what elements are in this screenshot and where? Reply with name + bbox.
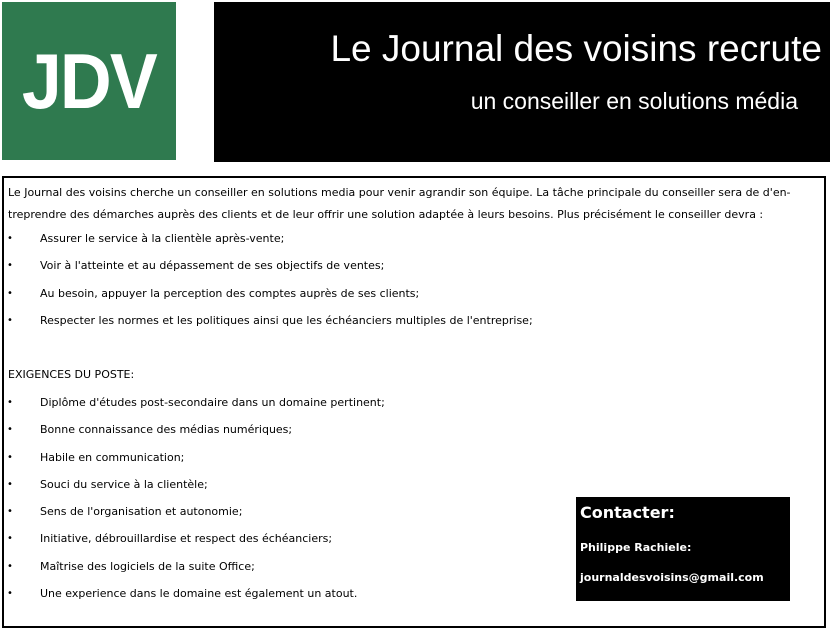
requirement-text: Une experience dans le domaine est également un atout. bbox=[40, 587, 358, 601]
logo-text: JDV bbox=[21, 36, 157, 125]
list-item bbox=[4, 392, 385, 419]
header-banner bbox=[214, 2, 830, 162]
bullet-icon: • bbox=[7, 588, 13, 600]
bullet-icon: • bbox=[7, 506, 13, 518]
list-item bbox=[4, 419, 385, 446]
contact-title: Contacter: bbox=[580, 503, 675, 522]
banner-subtitle: un conseiller en solutions média bbox=[470, 88, 798, 114]
bullet-icon: • bbox=[7, 451, 13, 463]
list-item bbox=[4, 228, 533, 255]
requirement-text: Habile en communication; bbox=[40, 450, 185, 464]
contact-name: Philippe Rachiele: bbox=[580, 541, 692, 554]
requirements-heading: EXIGENCES DU POSTE: bbox=[8, 368, 135, 381]
banner-title: Le Journal des voisins recrute bbox=[330, 28, 822, 69]
requirements-list bbox=[4, 392, 385, 610]
requirement-text: Initiative, débrouillardise et respect des échéanciers; bbox=[40, 532, 333, 546]
duty-text: Au besoin, appuyer la perception des comptes auprès de ses clients; bbox=[40, 286, 420, 300]
duties-list bbox=[4, 228, 533, 337]
bullet-icon: • bbox=[7, 478, 13, 490]
list-item bbox=[4, 255, 533, 282]
duty-text: Voir à l'atteinte et au dépassement de ses objectifs de ventes; bbox=[40, 259, 385, 273]
duty-text: Respecter les normes et les politiques ainsi que les échéanciers multiples de l'entreprise; bbox=[40, 313, 533, 327]
requirement-text: Sens de l'organisation et autonomie; bbox=[40, 505, 243, 519]
jdv-logo bbox=[2, 2, 176, 160]
bullet-icon: • bbox=[7, 560, 13, 572]
contact-box bbox=[576, 497, 790, 601]
requirement-text: Maîtrise des logiciels de la suite Office; bbox=[40, 559, 255, 573]
list-item bbox=[4, 447, 385, 474]
bullet-icon: • bbox=[7, 397, 13, 408]
requirement-text: Bonne connaissance des médias numériques; bbox=[40, 423, 293, 437]
bullet-icon: • bbox=[7, 260, 13, 272]
contact-email[interactable]: journaldesvoisins@gmail.com bbox=[580, 571, 764, 584]
list-item bbox=[4, 556, 385, 583]
list-item bbox=[4, 474, 385, 501]
bullet-icon: • bbox=[7, 424, 13, 436]
bullet-icon: • bbox=[7, 233, 13, 244]
bullet-icon: • bbox=[7, 287, 13, 299]
list-item bbox=[4, 501, 385, 528]
list-item bbox=[4, 583, 385, 610]
bullet-icon: • bbox=[7, 314, 13, 326]
requirement-text: Diplôme d'études post-secondaire dans un domaine pertinent; bbox=[40, 396, 385, 409]
bullet-icon: • bbox=[7, 533, 13, 545]
requirement-text: Souci du service à la clientèle; bbox=[40, 477, 208, 491]
intro-paragraph: Le Journal des voisins cherche un conseiller en solutions media pour venir agrandir son équipe. La tâche principale du conseiller sera de d'en-treprendre des démarches auprès des clients et de leur offrir une solution adaptée à leurs besoins. Plus précisément le conseiller devra : bbox=[8, 186, 791, 221]
duty-text: Assurer le service à la clientèle après-vente; bbox=[40, 232, 285, 245]
list-item bbox=[4, 310, 533, 337]
list-item bbox=[4, 528, 385, 555]
list-item bbox=[4, 283, 533, 310]
